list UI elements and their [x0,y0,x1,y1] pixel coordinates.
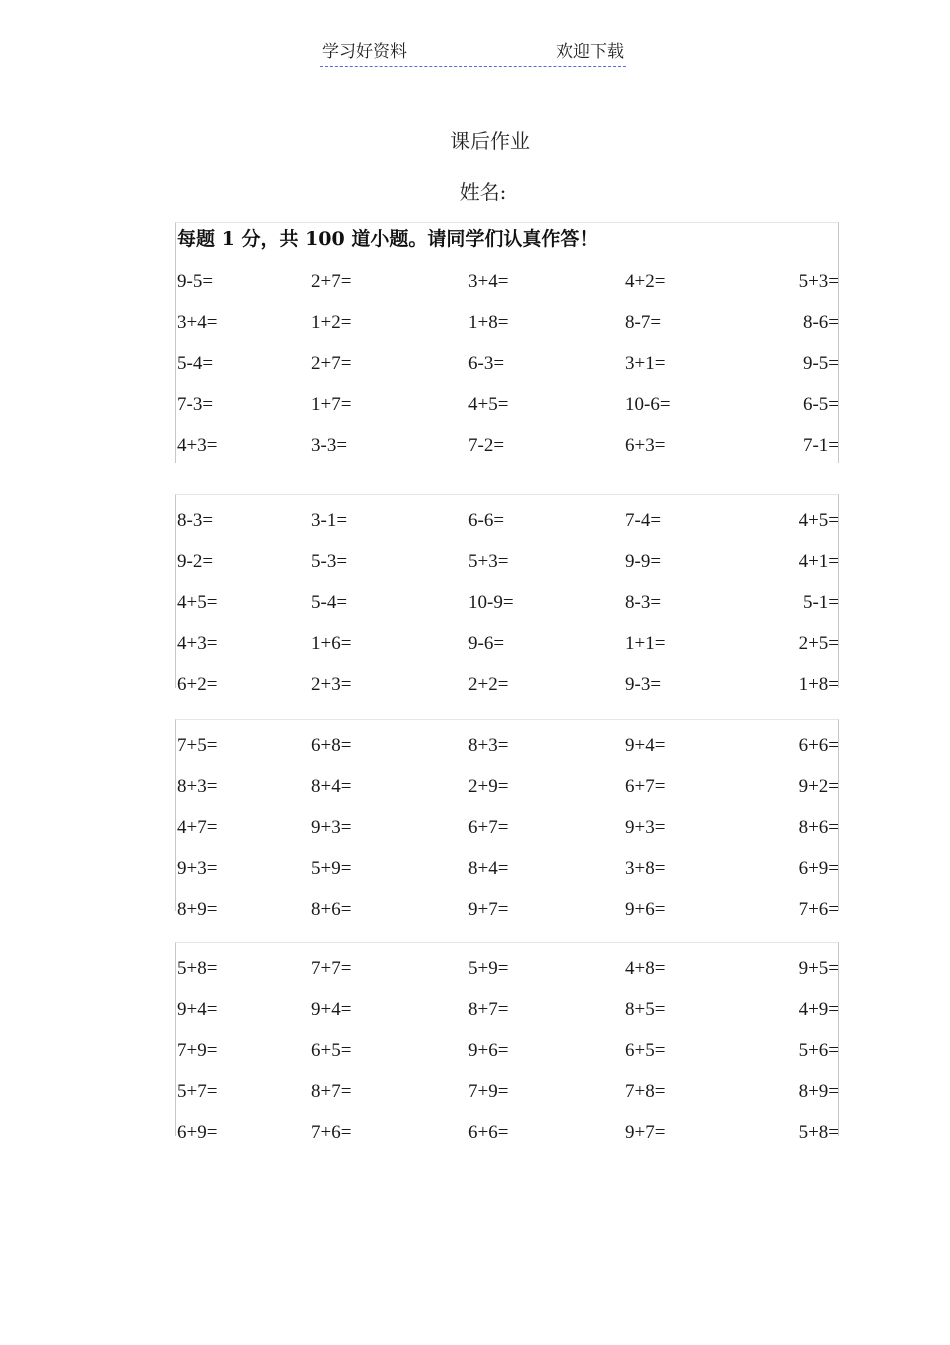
math-problem: 8+3= [468,735,509,756]
math-problem: 7+9= [177,1040,218,1061]
problem-row [176,813,838,843]
math-problem: 8+4= [311,776,352,797]
math-problem: 6+6= [798,735,839,756]
math-problem: 7+8= [625,1081,666,1102]
math-problem: 9-3= [625,674,662,695]
math-problem: 5+8= [798,1122,839,1143]
problem-row [176,1077,838,1107]
math-problem: 1+8= [468,312,509,333]
math-problem: 4+2= [625,271,666,292]
problem-block-4 [175,942,839,1143]
page-title: 课后作业 [450,129,530,153]
math-problem: 9+3= [311,817,352,838]
math-problem: 8+5= [625,999,666,1020]
problem-row [176,670,838,700]
math-problem: 8+6= [798,817,839,838]
math-problem: 8+3= [177,776,218,797]
math-problem: 8+9= [798,1081,839,1102]
math-problem: 7-2= [468,435,505,456]
math-problem: 9+4= [177,999,218,1020]
math-problem: 5+8= [177,958,218,979]
math-problem: 7+6= [311,1122,352,1143]
math-problem: 4+5= [798,510,839,531]
math-problem: 10-6= [625,394,671,415]
math-problem: 1+1= [625,633,666,654]
math-problem: 3+8= [625,858,666,879]
math-problem: 4+3= [177,435,218,456]
math-problem: 5+7= [177,1081,218,1102]
math-problem: 2+7= [311,353,352,374]
math-problem: 9-2= [177,551,214,572]
math-problem: 4+1= [798,551,839,572]
math-problem: 7+5= [177,735,218,756]
math-problem: 6+6= [468,1122,509,1143]
problem-block-1 [175,222,839,463]
header-left-text: 学习好资料 [322,42,407,62]
math-problem: 4+5= [468,394,509,415]
math-problem: 3+1= [625,353,666,374]
math-problem: 2+3= [311,674,352,695]
math-problem: 7+7= [311,958,352,979]
problem-row [176,1118,838,1148]
math-problem: 5+6= [798,1040,839,1061]
problem-row [176,731,838,761]
math-problem: 5-4= [177,353,214,374]
math-problem: 5-3= [311,551,348,572]
math-problem: 7-4= [625,510,662,531]
math-problem: 6+9= [177,1122,218,1143]
math-problem: 9+3= [177,858,218,879]
math-problem: 9+7= [625,1122,666,1143]
math-problem: 5+3= [798,271,839,292]
math-problem: 6+8= [311,735,352,756]
math-problem: 9+4= [625,735,666,756]
problem-row [176,547,838,577]
math-problem: 8+7= [468,999,509,1020]
math-problem: 6-6= [468,510,505,531]
math-problem: 7+6= [798,899,839,920]
math-problem: 1+8= [798,674,839,695]
page-header [320,40,626,67]
math-problem: 8+4= [468,858,509,879]
math-problem: 6+5= [311,1040,352,1061]
math-problem: 4+5= [177,592,218,613]
math-problem: 8-3= [177,510,214,531]
math-problem: 9-9= [625,551,662,572]
math-problem: 5-1= [802,592,839,613]
problem-block-3 [175,719,839,920]
problem-row [176,629,838,659]
math-problem: 10-9= [468,592,514,613]
problem-row [176,772,838,802]
math-problem: 3+4= [468,271,509,292]
instructions-text: 每题 1 分，共 100 道小题。请同学们认真作答！ [177,228,599,250]
problem-row [176,390,838,420]
math-problem: 6+3= [625,435,666,456]
math-problem: 9+5= [798,958,839,979]
problem-block-2 [175,494,839,695]
name-label: 姓名: [459,180,507,204]
math-problem: 6+7= [468,817,509,838]
math-problem: 8-3= [625,592,662,613]
math-problem: 6+7= [625,776,666,797]
math-problem: 6-5= [802,394,839,415]
math-problem: 9+4= [311,999,352,1020]
math-problem: 5+9= [311,858,352,879]
math-problem: 2+7= [311,271,352,292]
math-problem: 4+3= [177,633,218,654]
math-problem: 4+7= [177,817,218,838]
problem-row [176,506,838,536]
math-problem: 8+6= [311,899,352,920]
math-problem: 2+5= [798,633,839,654]
math-problem: 4+8= [625,958,666,979]
math-problem: 1+7= [311,394,352,415]
math-problem: 6+5= [625,1040,666,1061]
problem-row [176,588,838,618]
math-problem: 9-6= [468,633,505,654]
problem-row [176,1036,838,1066]
problem-row [176,431,838,461]
math-problem: 9+6= [625,899,666,920]
problem-row [176,308,838,338]
header-right-text: 欢迎下载 [556,42,624,62]
math-problem: 2+2= [468,674,509,695]
math-problem: 8-7= [625,312,662,333]
math-problem: 6+2= [177,674,218,695]
problem-row [176,267,838,297]
math-problem: 1+6= [311,633,352,654]
math-problem: 8-6= [802,312,839,333]
math-problem: 9+6= [468,1040,509,1061]
math-problem: 9+2= [798,776,839,797]
math-problem: 1+2= [311,312,352,333]
problem-row [176,954,838,984]
math-problem: 3-1= [311,510,348,531]
math-problem: 5+9= [468,958,509,979]
math-problem: 9+3= [625,817,666,838]
problem-row [176,995,838,1025]
math-problem: 3+4= [177,312,218,333]
problem-row [176,349,838,379]
math-problem: 7+9= [468,1081,509,1102]
math-problem: 8+7= [311,1081,352,1102]
math-problem: 7-3= [177,394,214,415]
math-problem: 3-3= [311,435,348,456]
problem-row [176,854,838,884]
math-problem: 7-1= [802,435,839,456]
math-problem: 8+9= [177,899,218,920]
math-problem: 9+7= [468,899,509,920]
math-problem: 6+9= [798,858,839,879]
problem-row [176,895,838,925]
math-problem: 9-5= [802,353,839,374]
math-problem: 4+9= [798,999,839,1020]
math-problem: 5-4= [311,592,348,613]
math-problem: 9-5= [177,271,214,292]
math-problem: 6-3= [468,353,505,374]
math-problem: 2+9= [468,776,509,797]
math-problem: 5+3= [468,551,509,572]
